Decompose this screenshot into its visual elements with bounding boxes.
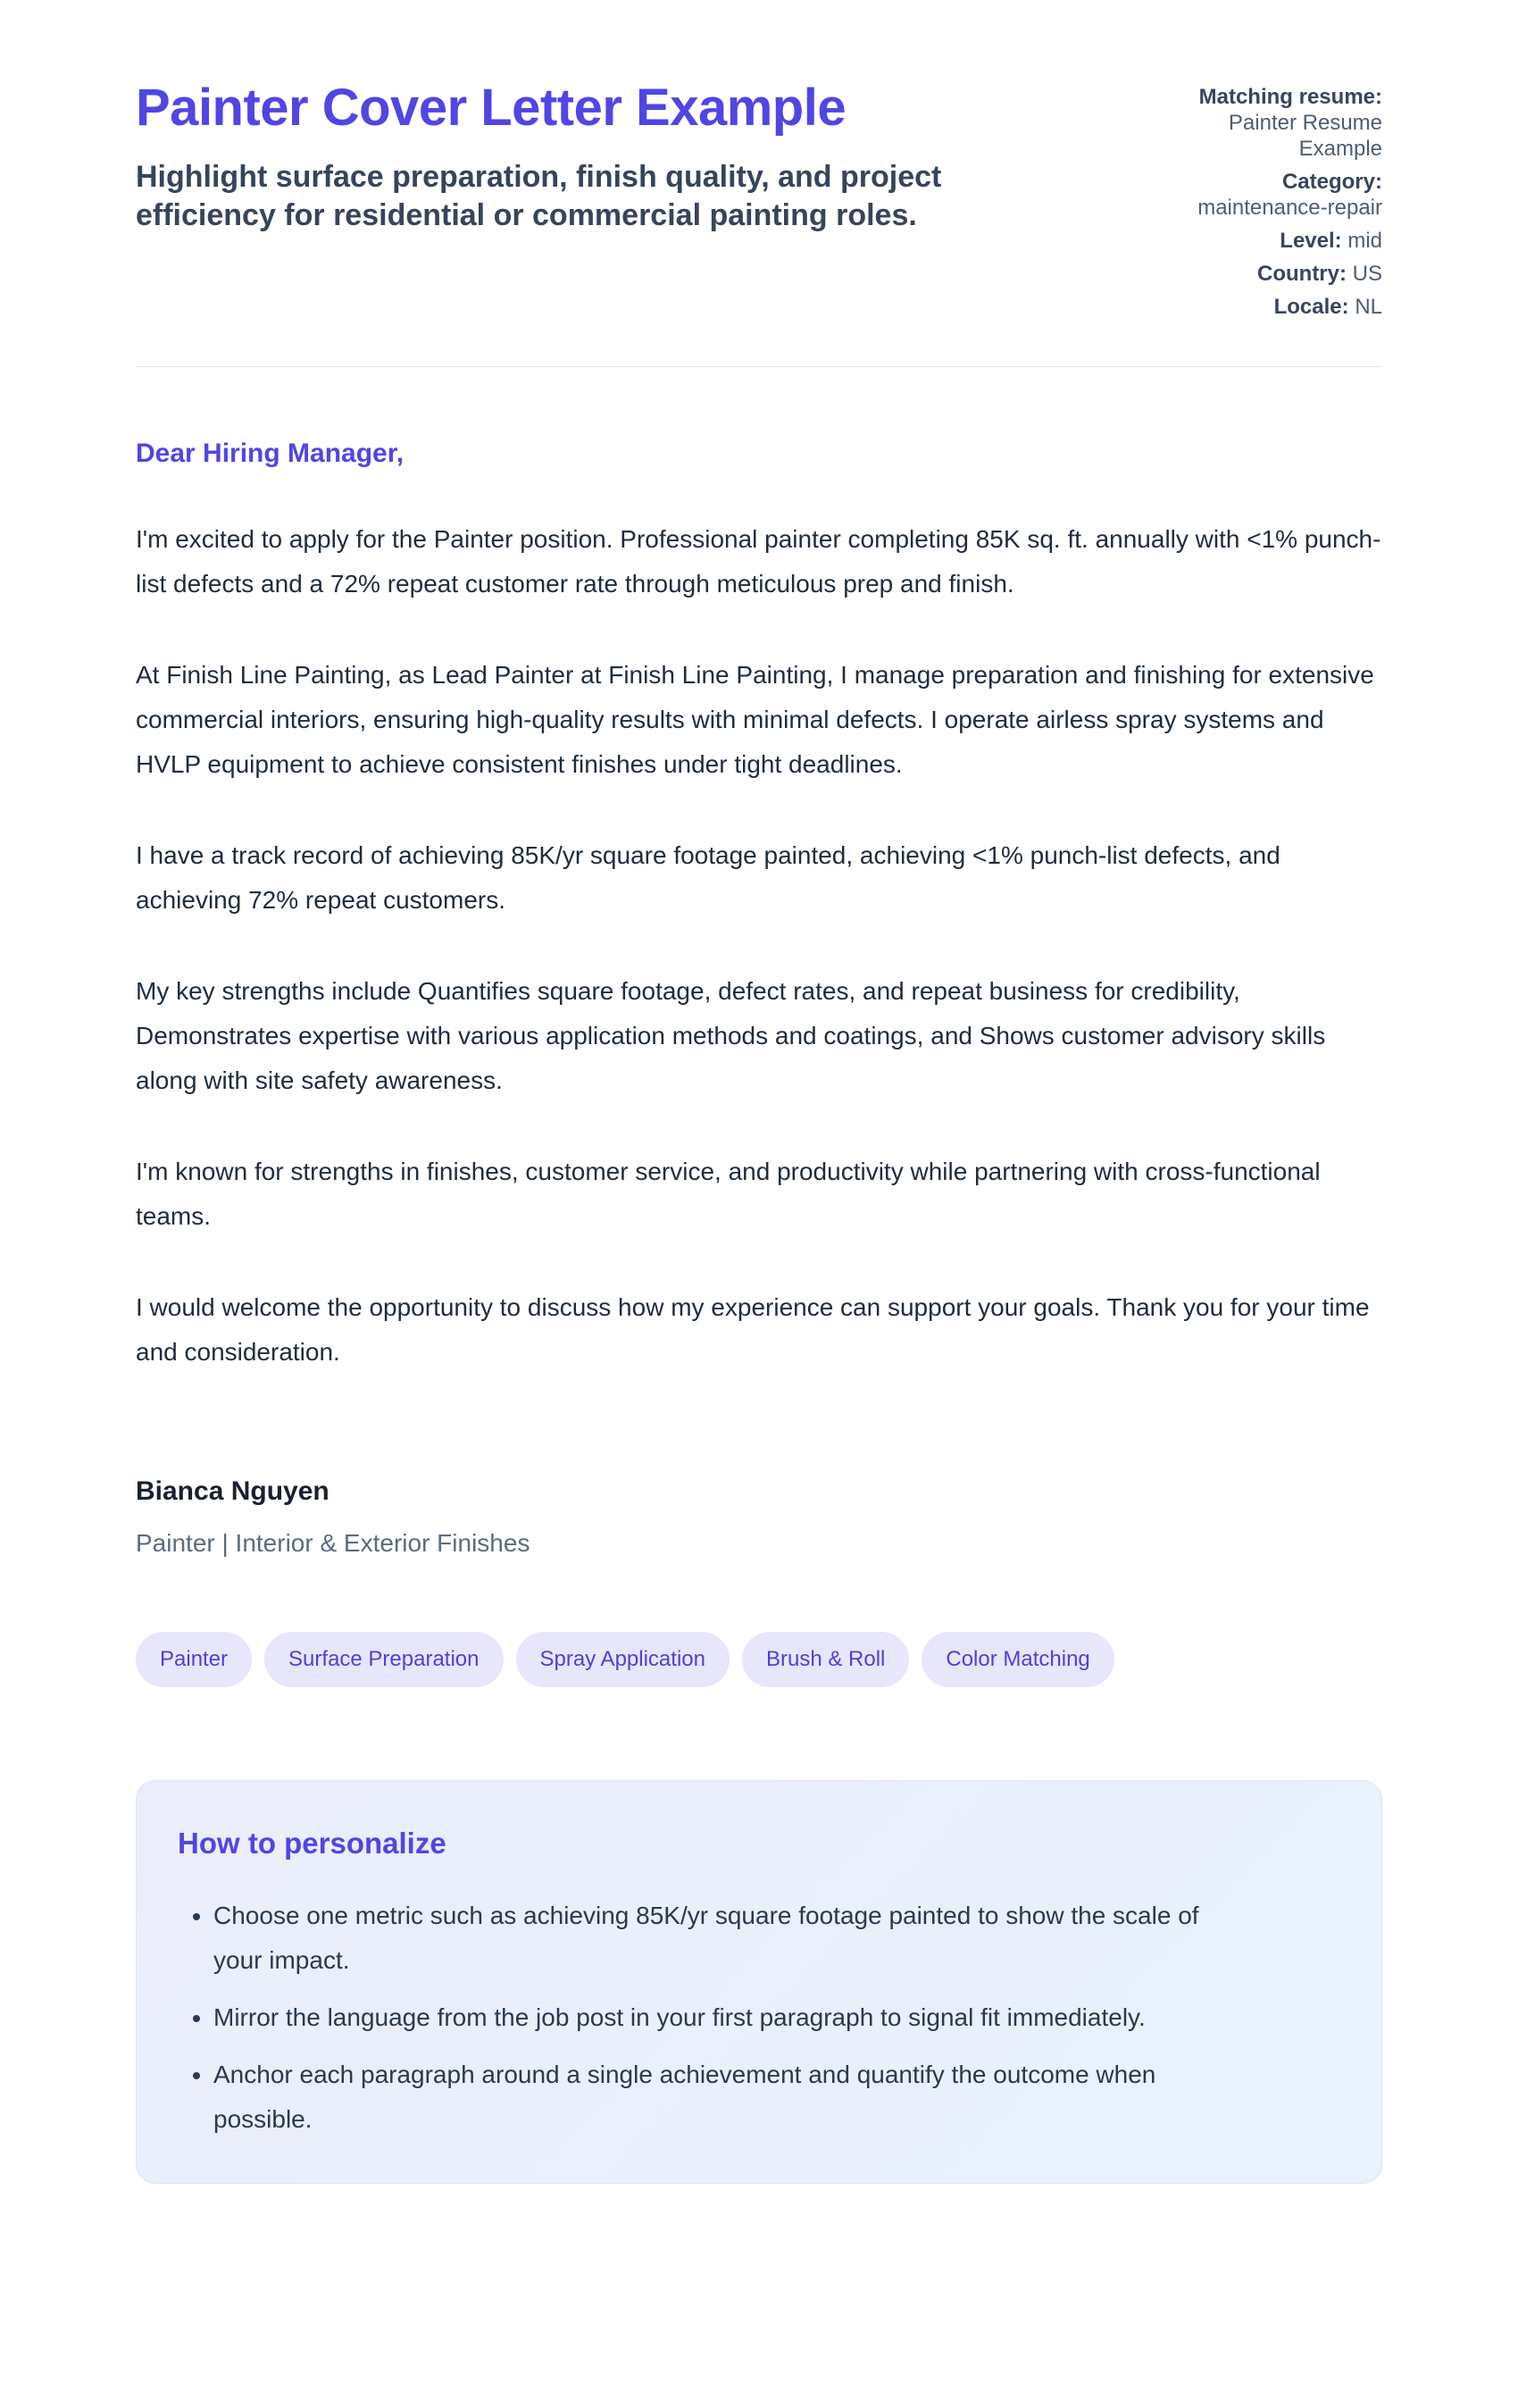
- salutation: Dear Hiring Manager,: [136, 439, 405, 468]
- meta-value: Painter Resume Example: [1228, 111, 1382, 161]
- letter-body: [136, 437, 1382, 1559]
- header-divider: [136, 366, 1382, 367]
- page-subtitle: Highlight surface preparation, finish quality, and project efficiency for residential or commercial painting roles.: [136, 159, 942, 232]
- meta-value: NL: [1355, 295, 1382, 319]
- letter-paragraph-3: I have a track record of achieving 85K/yr square footage painted, achieving <1% punch-list defects, and achieving 72% repeat customers.: [136, 841, 1280, 914]
- tag-spray-application[interactable]: Spray Application: [516, 1632, 730, 1687]
- tag-surface-preparation[interactable]: Surface Preparation: [264, 1632, 503, 1687]
- meta-label: Level:: [1280, 229, 1342, 253]
- meta-label: Country:: [1257, 262, 1347, 286]
- cover-letter-page: [136, 0, 1382, 2184]
- header-text-block: [136, 79, 993, 234]
- page-title: Painter Cover Letter Example: [136, 79, 847, 137]
- personalize-title: How to personalize: [178, 1827, 446, 1860]
- personalize-tip-1: • Choose one metric such as achieving 85K/yr square footage painted to show the scale of your impact.: [213, 1894, 1231, 1983]
- letter-paragraph-4: My key strengths include Quantifies square footage, defect rates, and repeat business for credibility, Demonstrates expertise with various application methods and coatings, and Shows customer advisory skills along with site safety awareness.: [136, 977, 1326, 1094]
- meta-item-matching-resume: [1150, 84, 1382, 162]
- personalize-box: [136, 1780, 1382, 2184]
- letter-paragraph-5: I'm known for strengths in finishes, customer service, and productivity while partnering with cross-functional teams.: [136, 1158, 1321, 1230]
- meta-label: Matching resume:: [1198, 85, 1382, 109]
- meta-item-locale: [1150, 294, 1382, 320]
- tag-list: [136, 1632, 1382, 1687]
- tag-brush-roll[interactable]: Brush & Roll: [742, 1632, 909, 1687]
- letter-paragraph-1: I'm excited to apply for the Painter position. Professional painter completing 85K sq. ft. annually with <1% punch-list defects and a 72% repeat customer rate through meticulous prep and finish.: [136, 525, 1381, 598]
- meta-label: Locale:: [1273, 295, 1349, 319]
- signature-role: Painter | Interior & Exterior Finishes: [136, 1529, 530, 1557]
- personalize-tip-3: • Anchor each paragraph around a single achievement and quantify the outcome when possible.: [213, 2053, 1231, 2142]
- personalize-tip-list: [178, 1894, 1340, 2142]
- letter-paragraph-6: I would welcome the opportunity to discuss how my experience can support your goals. Thank you for your time and consideration.: [136, 1293, 1370, 1366]
- meta-value: US: [1352, 262, 1382, 286]
- meta-item-category: [1150, 169, 1382, 221]
- tag-painter[interactable]: Painter: [136, 1632, 252, 1687]
- personalize-tip-2: • Mirror the language from the job post in your first paragraph to signal fit immediately.: [213, 1995, 1231, 2040]
- meta-item-country: [1150, 261, 1382, 287]
- letter-paragraph-2: At Finish Line Painting, as Lead Painter at Finish Line Painting, I manage preparation and finishing for extensive commercial interiors, ensuring high-quality results with minimal defects. I operate airless spray systems and HVLP equipment to achieve consistent finishes under tight deadlines.: [136, 661, 1374, 778]
- meta-value: maintenance-repair: [1197, 196, 1382, 220]
- tag-color-matching[interactable]: Color Matching: [922, 1632, 1113, 1687]
- meta-panel: [1150, 79, 1382, 327]
- meta-item-level: [1150, 228, 1382, 254]
- meta-value: mid: [1347, 229, 1382, 253]
- signature-name: Bianca Nguyen: [136, 1476, 329, 1506]
- meta-label: Category:: [1281, 170, 1382, 194]
- page-header: [136, 79, 1382, 327]
